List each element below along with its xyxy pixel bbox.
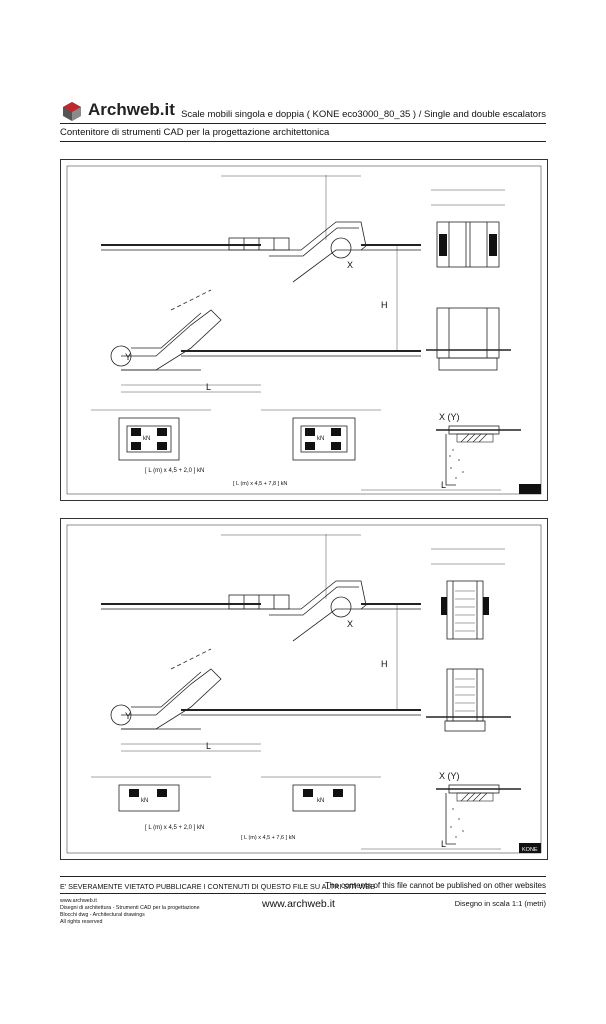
brand-name[interactable]: Archweb.it	[88, 100, 175, 119]
archweb-logo-icon	[62, 101, 82, 121]
footer-credit-line: Disegni di architettura - Strumenti CAD per la progettazione	[60, 905, 200, 911]
height-label: H	[381, 659, 388, 669]
height-label: H	[381, 300, 388, 310]
footer-divider-top	[60, 876, 546, 877]
footer-divider-bottom	[60, 893, 546, 894]
header-divider	[60, 123, 546, 124]
length-label-detail: L	[441, 480, 447, 490]
load-label: kN	[143, 436, 151, 442]
drawing-sheet-1	[60, 159, 548, 501]
load-formula-double: [ L (m) x 4,5 + 7,6 ] kN	[241, 835, 296, 841]
warning-english: The contents of this file cannot be published on other websites	[324, 881, 546, 890]
detail-y-label: Y	[125, 711, 132, 721]
footer-credits	[60, 898, 200, 926]
escalator-drawing-1	[61, 160, 547, 500]
load-label: kN	[317, 798, 325, 804]
warning-italian: E' SEVERAMENTE VIETATO PUBBLICARE I CONTENUTI DI QUESTO FILE SU ALTRI SITI WEB	[60, 882, 376, 891]
detail-xy-title: X (Y)	[439, 412, 460, 422]
footer-credit-line: All rights reserved	[60, 919, 103, 925]
load-formula-double: [ L (m) x 4,5 + 7,8 ] kN	[233, 481, 288, 487]
detail-y-label: Y	[125, 352, 132, 362]
detail-x-label: X	[347, 260, 354, 270]
load-formula-single: [ L (m) x 4,5 + 2,0 ] kN	[145, 468, 205, 474]
detail-xy-title: X (Y)	[439, 771, 460, 781]
footer-credit-line: Blocchi dwg - Architectural drawings	[60, 912, 145, 918]
page-subtitle: Contenitore di strumenti CAD per la progettazione architettonica	[60, 127, 330, 138]
load-formula-single: [ L (m) x 4,5 + 2,0 ] kN	[145, 825, 205, 831]
footer-url-link[interactable]: www.archweb.it	[262, 898, 335, 910]
drawing-scale: Disegno in scala 1:1 (metri)	[454, 899, 546, 908]
length-label-detail: L	[441, 839, 447, 849]
drawing-sheet-2	[60, 518, 548, 860]
kone-logo: KONE	[522, 847, 538, 853]
load-label: kN	[141, 798, 149, 804]
detail-x-label: X	[347, 619, 354, 629]
page-title: Scale mobili singola e doppia ( KONE eco3000_80_35 ) / Single and double escalators	[181, 109, 546, 120]
footer-credit-line[interactable]: www.archweb.it	[60, 898, 97, 904]
escalator-drawing-2	[61, 519, 547, 859]
length-label: L	[206, 741, 212, 751]
load-label: kN	[317, 436, 325, 442]
length-label: L	[206, 382, 212, 392]
subtitle-divider	[60, 141, 546, 142]
